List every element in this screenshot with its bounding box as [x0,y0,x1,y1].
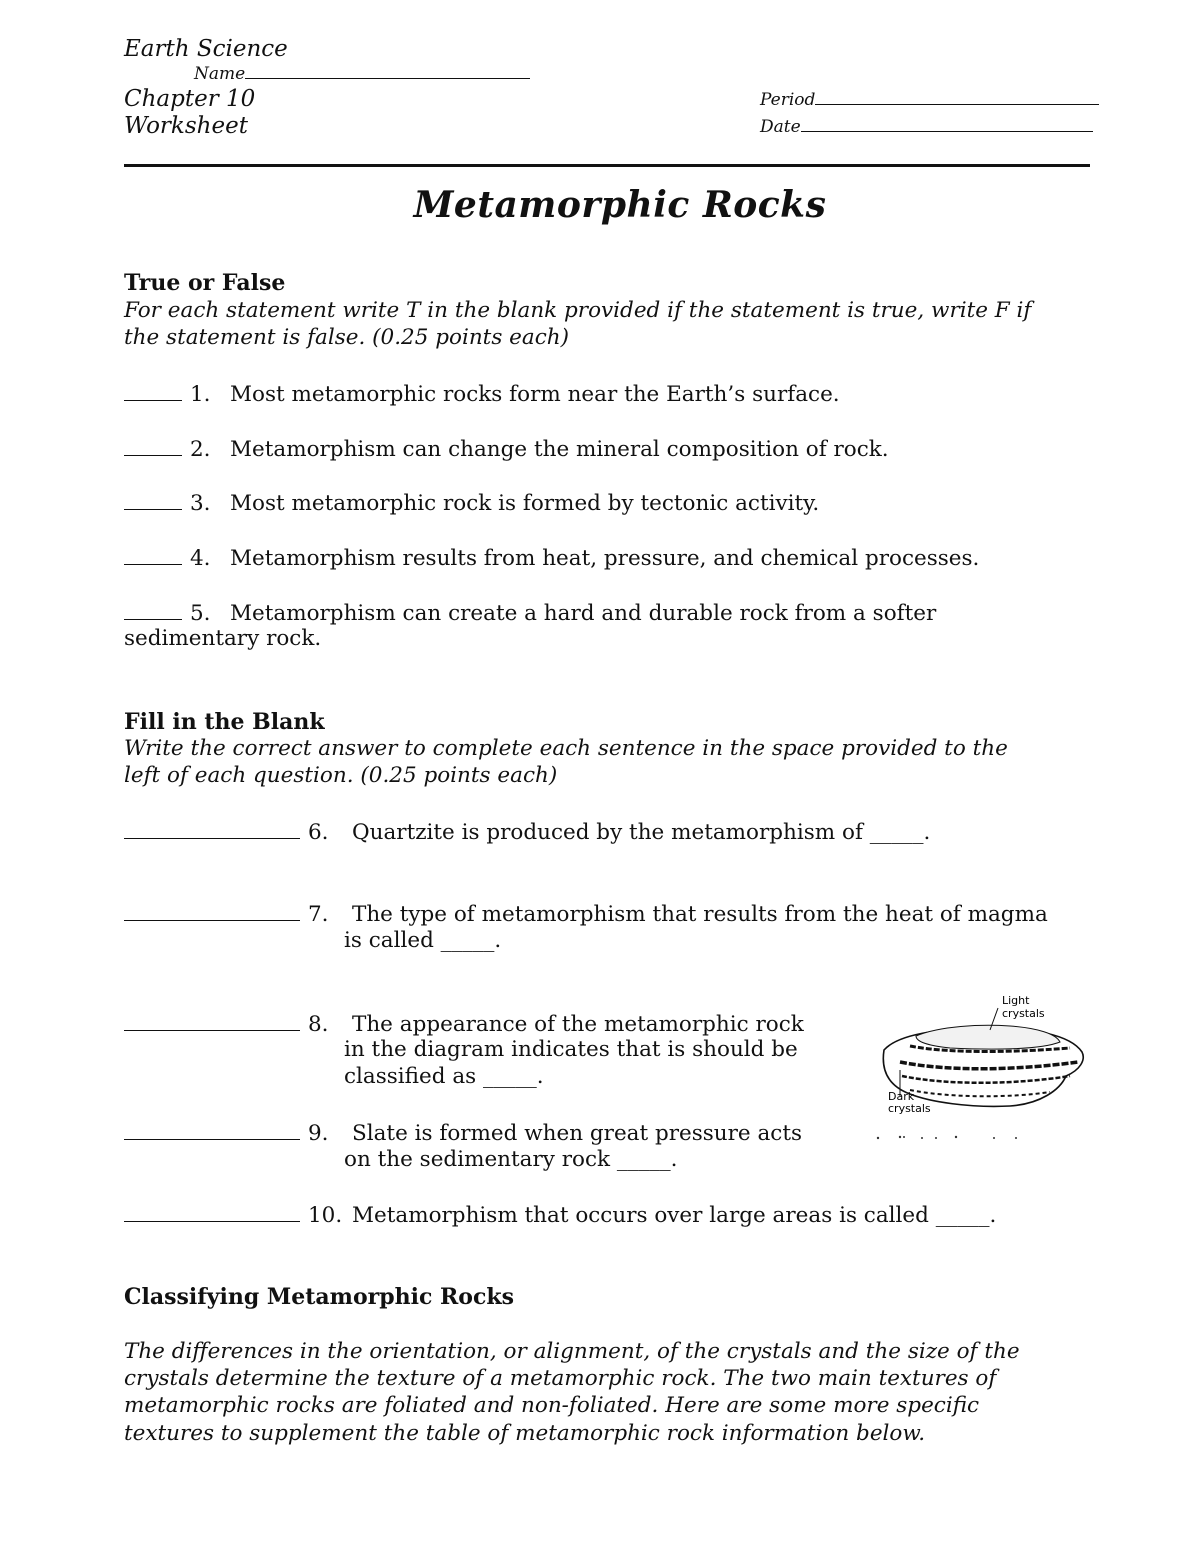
question-number: 5. [190,601,211,626]
fill-blank-instructions-2: left of each question. (0.25 points each) [124,763,558,788]
period-field[interactable] [760,90,1099,110]
classifying-paragraph-2: crystals determine the texture of a metamorphic rock. The two main textures of [124,1366,997,1391]
question-9 [124,1119,802,1146]
question-8 [124,1010,804,1037]
classifying-heading: Classifying Metamorphic Rocks [124,1284,514,1310]
question-number: 4. [190,546,211,571]
answer-blank[interactable] [124,1119,300,1140]
true-false-instructions-2: the statement is false. (0.25 points each) [124,325,570,350]
course-label: Earth Science [124,36,288,62]
question-number: 7. [308,902,329,927]
question-number: 1. [190,382,211,407]
question-10 [124,1201,996,1228]
answer-blank[interactable] [124,544,182,565]
question-8-continued: in the diagram indicates that is should be [344,1037,798,1062]
date-label: Date [760,117,801,137]
answer-blank[interactable] [124,1010,300,1031]
question-text: Metamorphism can change the mineral composition of rock. [230,437,889,462]
question-4 [124,544,979,571]
question-9-continued: on the sedimentary rock _____. [344,1147,678,1172]
light-crystals-label-2: crystals [1002,1007,1045,1020]
question-5 [124,599,936,626]
answer-blank[interactable] [124,900,300,921]
name-blank[interactable] [245,78,530,79]
true-false-heading: True or False [124,270,286,296]
question-text: Metamorphism results from heat, pressure, and chemical processes. [230,546,980,571]
question-text: Slate is formed when great pressure acts [352,1121,803,1146]
question-text: Most metamorphic rocks form near the Earth’s surface. [230,382,840,407]
light-crystals-label: Light [1002,994,1030,1007]
fill-blank-instructions-1: Write the correct answer to complete each sentence in the space provided to the [124,736,1008,761]
question-text: Metamorphism can create a hard and durable rock from a softer [230,601,937,626]
question-text: The appearance of the metamorphic rock [352,1012,804,1037]
dark-crystals-label-2: crystals [888,1102,931,1115]
period-blank[interactable] [815,104,1099,105]
question-8-continued-2: classified as _____. [344,1064,544,1089]
dark-crystals-label: Dark [888,1090,915,1103]
question-text: The type of metamorphism that results from the heat of magma [352,902,1048,927]
header-divider [124,164,1090,167]
question-2 [124,435,889,462]
question-7 [124,900,1048,927]
classifying-paragraph-4: textures to supplement the table of metamorphic rock information below. [124,1421,926,1446]
speckle-marks [877,1136,1017,1139]
question-1 [124,380,840,407]
date-blank[interactable] [801,131,1093,132]
question-number: 8. [308,1012,329,1037]
question-number: 2. [190,437,211,462]
period-label: Period [760,90,816,110]
date-field[interactable] [760,117,1093,137]
classifying-paragraph-3: metamorphic rocks are foliated and non-foliated. Here are some more specific [124,1393,980,1418]
name-label: Name [194,64,246,84]
name-field[interactable] [194,64,530,84]
answer-blank[interactable] [124,489,182,510]
question-number: 6. [308,820,329,845]
answer-blank[interactable] [124,380,182,401]
question-number: 10. [308,1203,343,1228]
question-7-continued: is called _____. [344,928,502,953]
question-text: Most metamorphic rock is formed by tectonic activity. [230,491,820,516]
classifying-paragraph-1: The differences in the orientation, or alignment, of the crystals and the size of the [124,1339,1020,1364]
fill-blank-heading: Fill in the Blank [124,709,325,735]
page-title: Metamorphic Rocks [413,184,827,226]
question-number: 3. [190,491,211,516]
question-text: Quartzite is produced by the metamorphism of _____. [352,820,931,845]
answer-blank[interactable] [124,435,182,456]
answer-blank[interactable] [124,599,182,620]
answer-blank[interactable] [124,1201,300,1222]
question-5-continued: sedimentary rock. [124,626,322,651]
chapter-label: Chapter 10 [124,86,256,112]
rock-diagram [870,990,1100,1140]
question-6 [124,818,930,845]
question-number: 9. [308,1121,329,1146]
foliated-rock-illustration [870,990,1100,1140]
question-3 [124,489,819,516]
true-false-instructions-1: For each statement write T in the blank provided if the statement is true, write F if [124,298,1032,323]
answer-blank[interactable] [124,818,300,839]
worksheet-label: Worksheet [124,113,248,139]
question-text: Metamorphism that occurs over large areas is called _____. [352,1203,997,1228]
